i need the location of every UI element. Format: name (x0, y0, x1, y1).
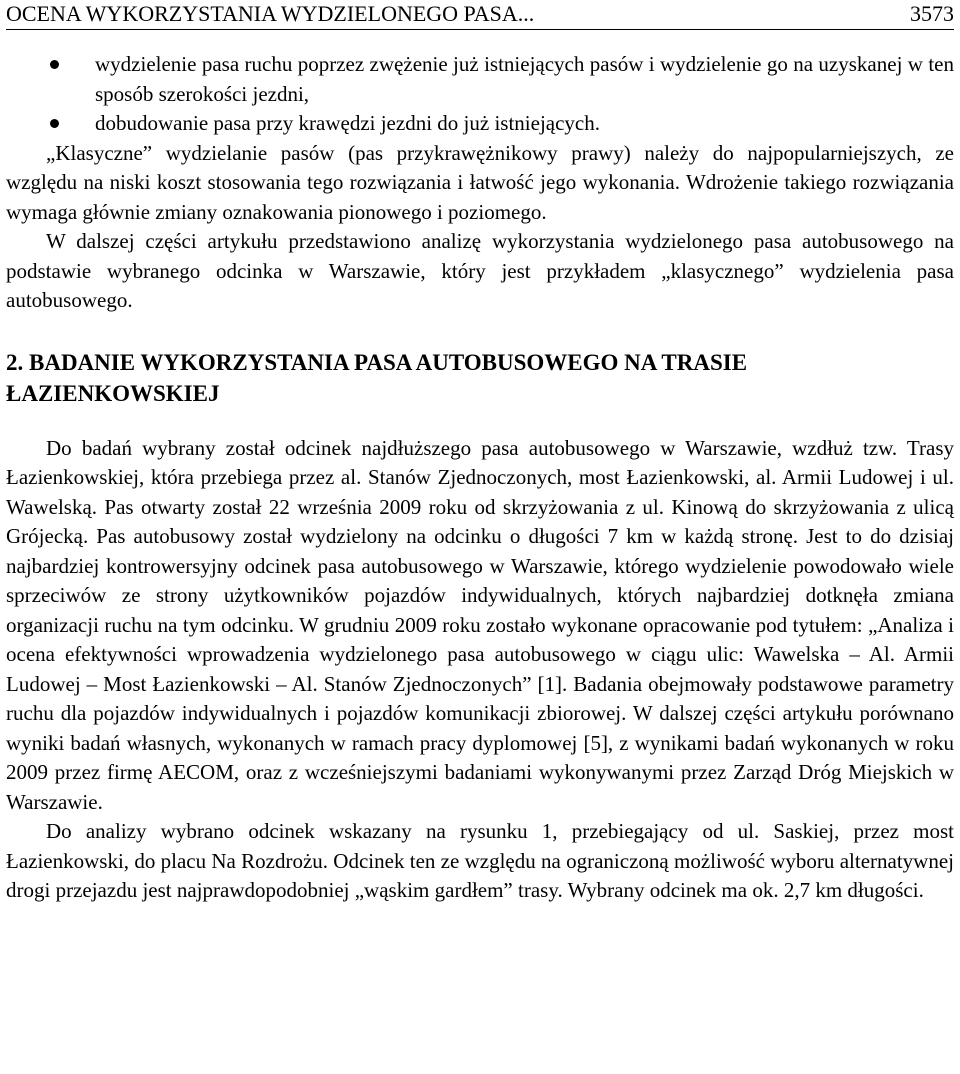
bullet-text: dobudowanie pasa przy krawędzi jezdni do już istniejących. (95, 111, 600, 135)
bullet-icon (50, 119, 59, 128)
paragraph: W dalszej części artykułu przedstawiono analizę wykorzystania wydzielonego pasa autobusowego na podstawie wybranego odcinka w Warszawie, który jest przykładem „klasycznego” wydzielenia pasa autobusowego. (6, 229, 954, 312)
bullet-item (6, 109, 954, 139)
bullet-list (6, 50, 954, 139)
page-number: 3573 (910, 1, 954, 26)
running-header-title: OCENA WYKORZYSTANIA WYDZIELONEGO PASA... (6, 1, 535, 26)
spacer (6, 409, 954, 434)
document-page (6, 0, 954, 906)
paragraph: „Klasyczne” wydzielanie pasów (pas przykrawężnikowy prawy) należy do najpopularniejszych, ze względu na niski koszt stosowania tego rozwiązania i łatwość jego wykonania. Wdrożenie takiego rozwiązania wymaga głównie zmiany oznakowania pionowego i poziomego. (6, 140, 954, 224)
section-heading: 2. BADANIE WYKORZYSTANIA PASA AUTOBUSOWEGO NA TRASIE ŁAZIENKOWSKIEJ (6, 349, 748, 406)
bullet-item (6, 50, 954, 109)
running-header (6, 0, 954, 30)
paragraph: Do analizy wybrano odcinek wskazany na rysunku 1, przebiegający od ul. Saskiej, przez most Łazienkowski, do placu Na Rozdrożu. Odcinek ten ze względu na ograniczoną możliwość wyboru alternatywnej drogi przejazdu jest najprawdopodobniej „wąskim gardłem” trasy. Wybrany odcinek ma ok. 2,7 km długości. (6, 819, 954, 902)
bullet-icon (50, 60, 59, 69)
paragraph: Do badań wybrany został odcinek najdłuższego pasa autobusowego w Warszawie, wzdłuż tzw. Trasy Łazienkowskiej, która przebiega przez al. Stanów Zjednoczonych, most Łazienkowski, al. Armii Ludowej i ul. Wawelską. Pas otwarty został 22 września 2009 roku od skrzyżowania z ul. Kinową do skrzyżowania z ulicą Grójecką. Pas autobusowy został wydzielony na odcinku o długości 7 km w każdą stronę. Jest to do dzisiaj najbardziej kontrowersyjny odcinek pasa autobusowego w Warszawie, którego wydzielenie powodowało wiele sprzeciwów ze strony użytkowników pojazdów indywidualnych, których najbardziej dotknęła zmiana organizacji ruchu na tym odcinku. W grudniu 2009 roku zostało wykonane opracowanie pod tytułem: „Analiza i ocena efektywności wprowadzenia wydzielonego pasa autobusowego w ciągu ulic: Wawelska – Al. Armii Ludowej – Most Łazienkowski – Al. Stanów Zjednoczonych” [1]. Badania obejmowały podstawowe parametry ruchu dla pojazdów indywidualnych i pojazdów komunikacji zbiorowej. W dalszej części artykułu porównano wyniki badań własnych, wykonanych w ramach pracy dyplomowej [5], z wynikami badań wykonanych w roku 2009 przez firmę AECOM, oraz z wcześniejszymi badaniami wykonywanymi przez Zarząd Dróg Miejskich w Warszawie. (6, 435, 954, 814)
bullet-text: wydzielenie pasa ruchu poprzez zwężenie już istniejących pasów i wydzielenie go na uzyskanej w ten sposób szerokości jezdni, (95, 52, 954, 106)
